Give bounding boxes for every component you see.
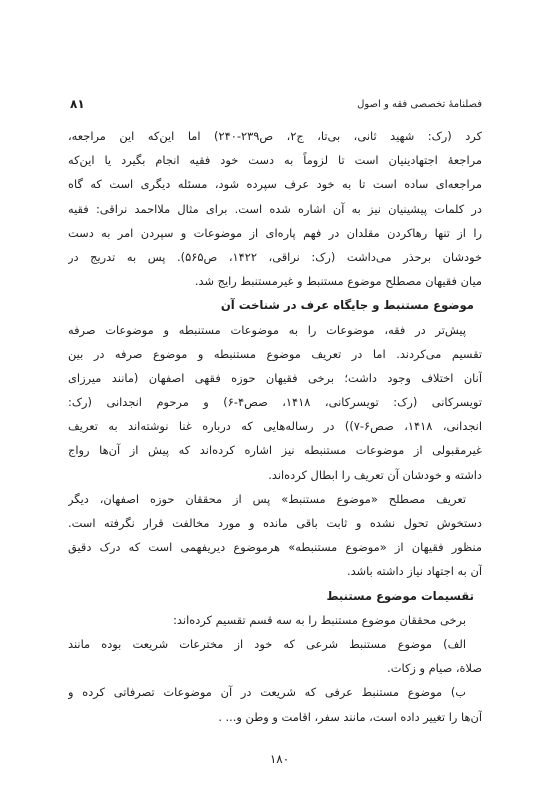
section-heading: موضوع مستنبط و جایگاه عرف در شناخت آن: [220, 298, 474, 313]
text-line: انجدانی، ۱۴۱۸، صص۶-۷)) در رساله‌هایی که درباره غنا نوشته‌اند به تعریف: [68, 419, 482, 434]
text-line: آن به اجتهاد نیاز داشته باشد.: [346, 564, 482, 579]
text-line: تعریف مصطلح «موضوع مستنبط» پس از محققان حوزه اصفهان، دیگر: [68, 491, 466, 506]
text-line: غیرمقبولی از موضوعات مستنبطه نیز اشاره کرده‌اند که پیش از آن‌ها رواج: [68, 443, 482, 458]
text-line: خودشان برحذر می‌داشت (رک: نراقی، ۱۴۲۲، ص۵۶۵). پس به تدریج در: [68, 249, 482, 264]
section-heading: تقسیمات موضوع مستنبط: [326, 588, 474, 603]
header-page-number: ۸۱: [70, 97, 85, 111]
text-line: پیش‌تر در فقه، موضوعات را به موضوعات مستنبطه و موضوعات صرفه: [68, 322, 466, 337]
text-line: تقسیم می‌کردند. اما در تعریف موضوع مستنبطه و موضوع صرفه در بین: [68, 346, 482, 361]
text-line: صلاة، صیام و زکات.: [387, 661, 482, 676]
text-line: مراجعهٔ اجتهادینیان است تا لزوماً به دست خود فقیه انجام بگیرد یا این‌که: [68, 153, 482, 168]
text-line: آنان اختلاف وجود داشت؛ برخی فقیهان حوزه فقهی اصفهان (مانند میرزای: [68, 370, 482, 385]
text-line: میان فقیهان مصطلح موضوع مستنبط و غیرمستنبط رایج شد.: [194, 274, 482, 289]
text-line: الف) موضوع مستنبط شرعی که خود از مخترعات شریعت بوده مانند: [68, 636, 466, 651]
footer-page-number: ۱۸۰: [269, 752, 290, 766]
text-line: برخی محققان موضوع مستنبط را به سه قسم تقسیم کرده‌اند:: [173, 612, 466, 627]
text-line: مراجعه‌ای ساده است تا به خود عرف سپرده شود، مسئله دیگری است که گاه: [68, 177, 482, 192]
text-line: کرد (رک: شهید ثانی، بی‌تا، ج۲، ص۲۳۹-۲۴۰) اما این‌که این مراجعه،: [68, 129, 482, 143]
text-line: دستخوش تحول نشده و ثابت باقی مانده و مورد مخالفت قرار نگرفته است.: [68, 516, 482, 530]
text-line: تویسرکانی (رک: تویسرکانی، ۱۴۱۸، صص۴-۶) و مرحوم انجدانی (رک:: [68, 395, 482, 410]
text-line: را از تنها رهاکردن مقلدان در فهم پاره‌ای از موضوعات و سپردن امر به دست: [68, 225, 482, 240]
text-line: در کلمات پیشینیان نیز به آن اشاره شده است. برای مثال ملااحمد نراقی: فقیه: [68, 201, 482, 216]
text-line: داشته و خودشان آن تعریف را ابطال کرده‌اند.: [268, 467, 482, 482]
article-body: [68, 124, 482, 729]
text-line: منظور فقیهان از «موضوع مستنبطه» هرموضوع دیریفهمی است که درک دقیق: [68, 540, 482, 555]
running-header: [70, 97, 482, 117]
journal-title: فصلنامهٔ تخصصی فقه و اصول: [357, 99, 482, 110]
text-line: آن‌ها را تغییر داده است، مانند سفر، اقامت و وطن و... .: [218, 709, 482, 724]
text-line: ب) موضوع مستنبط عرفی که شریعت در آن موضوعات تصرفاتی کرده و: [68, 685, 466, 700]
